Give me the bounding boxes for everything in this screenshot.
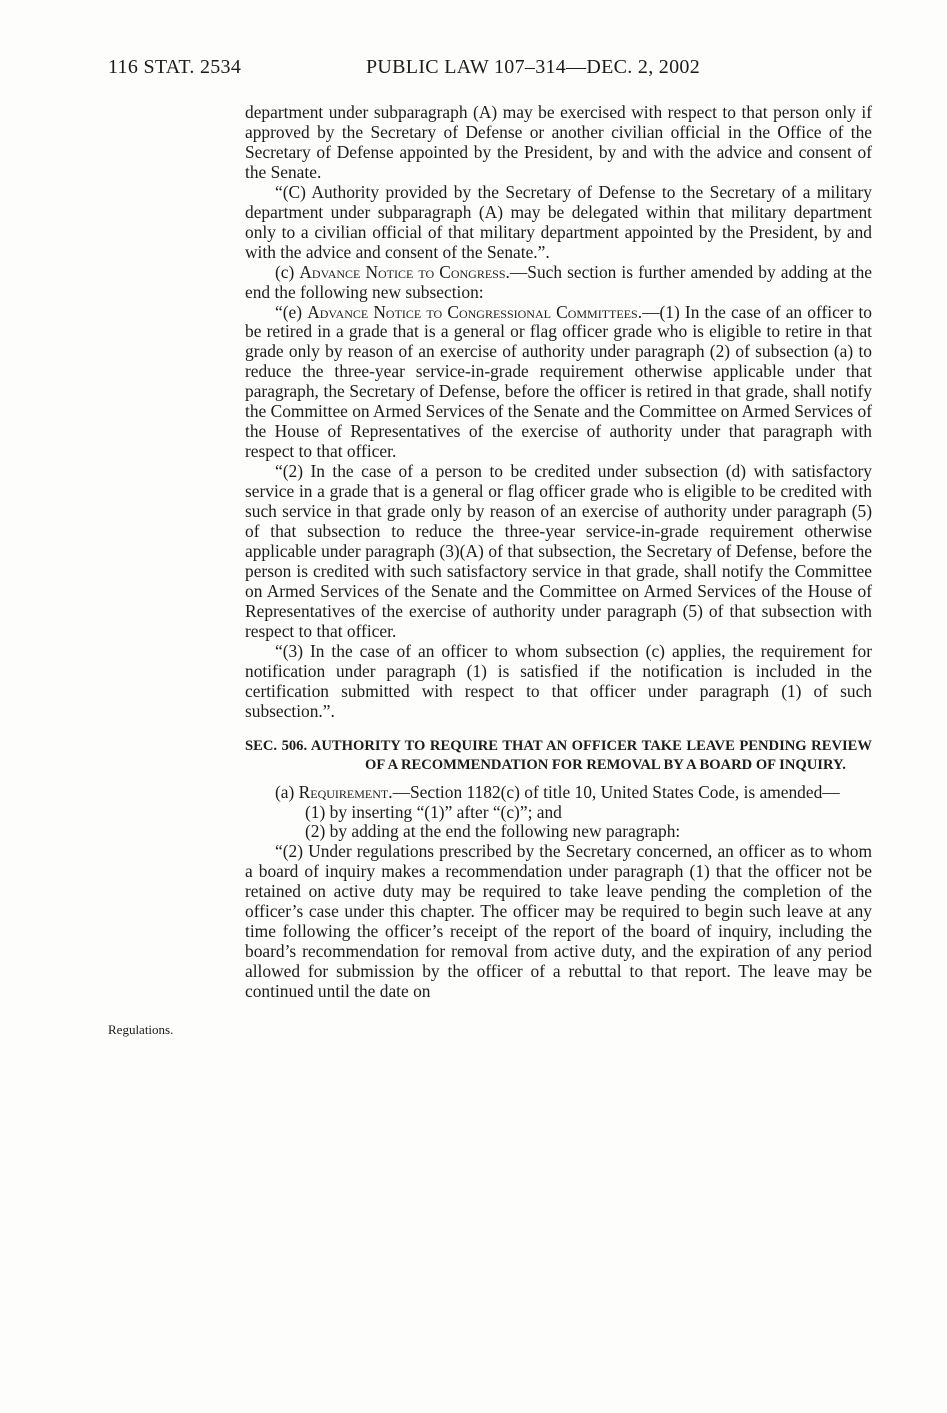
paragraph-continuation: department under subparagraph (A) may be exercised with respect to that person only if approved by the Secretary of Defense or another civilian official in the Office of the Secretary of Defense appointed by the President, by and with the advice and consent of the Senate. bbox=[245, 102, 872, 182]
paragraph-requirement bbox=[245, 783, 872, 803]
paragraph-c-authority: “(C) Authority provided by the Secretary of Defense to the Secretary of a military department under subparagraph (A) may be delegated within that military department only to a civilian official of that military department appointed by the President, by and with the advice and consent of the Senate.”. bbox=[245, 181, 872, 262]
page-header bbox=[108, 56, 868, 86]
paragraph-text: .—Section 1182(c) of title 10, United States Code, is amended— bbox=[388, 781, 840, 802]
paragraph-e-3: “(3) In the case of an officer to whom subsection (c) applies, the requirement for notification under paragraph (1) is satisfied if the notification is included in the certification submitted with respect to that officer under paragraph (1) of such subsection.”. bbox=[245, 640, 872, 721]
amendment-item-2: (2) by adding at the end the following new paragraph: bbox=[305, 821, 681, 842]
paragraph-caption: Advance Notice to Congressional Committees bbox=[307, 301, 638, 322]
public-law-citation: PUBLIC LAW 107–314—DEC. 2, 2002 bbox=[366, 56, 700, 78]
paragraph-label: “(e) bbox=[275, 301, 308, 322]
subsection-e bbox=[245, 303, 872, 463]
paragraph-text: .—Such section is further amended by adding at the end the following new subsection: bbox=[245, 261, 873, 302]
paragraph-e-2: “(2) In the case of a person to be credited under subsection (d) with satisfactory service in a grade that is a general or flag officer grade who is eligible to be credited with such service in that grade only by reason of an exercise of authority under paragraph (5) of that subsection to reduce the three-year service-in-grade requirement otherwise applicable under paragraph (3)(A) of that subsection, the Secretary of Defense, before the person is credited with such satisfactory service in that grade, shall notify the Committee on Armed Services of the Senate and the Committee on Armed Services of the House of Representatives of the exercise of authority under paragraph (5) of that subsection with respect to that officer. bbox=[245, 461, 872, 641]
document-body bbox=[245, 103, 872, 1002]
paragraph-label: (a) bbox=[275, 781, 299, 802]
paragraph-new-2: “(2) Under regulations prescribed by the Secretary concerned, an officer as to whom a board of inquiry makes a recommendation under paragraph (1) that the officer not be retained on active duty may be required to take leave pending the completion of the officer’s case under this chapter. The officer may be required to begin such leave at any time following the officer’s receipt of the report of the board of inquiry, including the board’s recommendation for removal from active duty, and the expiration of any period allowed for submission by the officer of a rebuttal to that report. The leave may be continued until the date on bbox=[245, 841, 872, 1002]
paragraph-caption: Requirement bbox=[298, 781, 389, 802]
paragraph-caption: Advance Notice to Congress bbox=[299, 261, 506, 282]
section-heading: SEC. 506. AUTHORITY TO REQUIRE THAT AN OFFICER TAKE LEAVE PENDING REVIEW OF A RECOMMENDATION FOR REMOVAL BY A BOARD OF INQUIRY. bbox=[245, 737, 872, 773]
amendment-item-1: (1) by inserting “(1)” after “(c)”; and bbox=[305, 801, 562, 822]
paragraph-advance-notice bbox=[245, 263, 872, 303]
paragraph-label: (c) bbox=[275, 261, 300, 282]
margin-note-regulations: Regulations. bbox=[108, 1022, 174, 1037]
statute-page-number: 116 STAT. 2534 bbox=[108, 56, 242, 78]
paragraph-text: .—(1) In the case of an officer to be retired in a grade that is a general or flag officer grade who is eligible to retire in that grade only by reason of an exercise of authority under paragraph (2) of subsection (a) to reduce the three-year service-in-grade requirement otherwise applicable under that paragraph, the Secretary of Defense, before the officer is retired in that grade, shall notify the Committee on Armed Services of the Senate and the Committee on Armed Services of the House of Representatives of the exercise of authority under that paragraph with respect to that officer. bbox=[245, 301, 872, 462]
